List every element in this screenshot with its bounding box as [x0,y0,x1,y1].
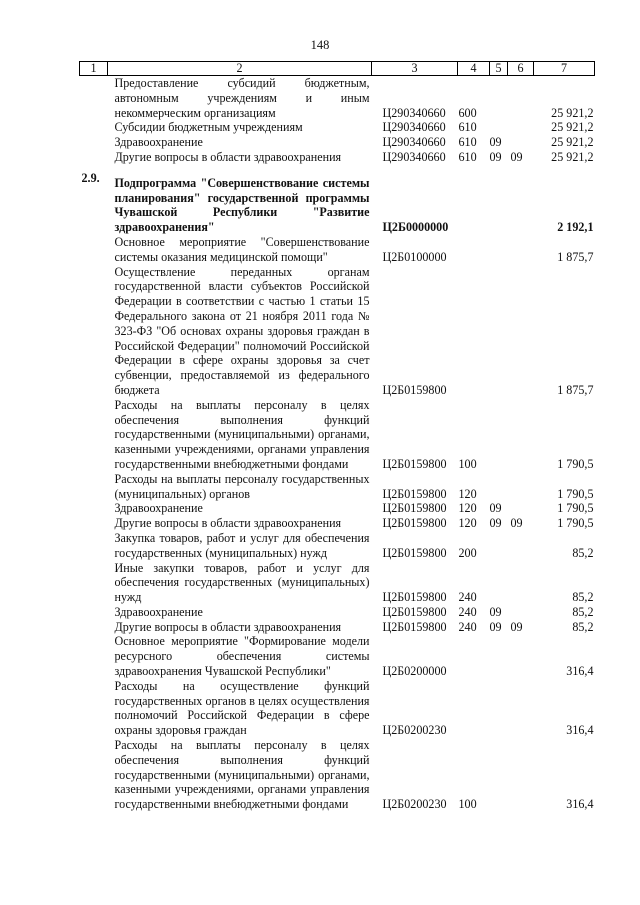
amount: 1 790,5 [557,456,594,471]
budget-table [79,61,595,812]
section: 09 [489,516,502,531]
target-code: Ц2Б0159800 [382,604,447,619]
amount: 1 790,5 [557,486,594,501]
table-row [80,120,595,135]
section [490,235,508,265]
target-code: Ц2Б0200000 [382,664,447,679]
amount: 85,2 [572,619,594,634]
amount: 85,2 [572,545,594,560]
row-name: Основное мероприятие "Формирование модели ресурсного обеспечения системы здравоохранения Чувашской Республики" [114,634,370,679]
section [490,561,508,605]
section: 09 [489,619,502,634]
row-number [80,120,108,135]
amount: 25 921,2 [551,135,594,150]
row-name: Расходы на осуществление функций государственных органов в целях осуществления полномочий Российской Федерации в сфере охраны здоровья граждан [114,678,370,738]
row-name: Закупка товаров, работ и услуг для обеспечения государственных (муниципальных) нужд [114,530,370,560]
subsection [508,531,534,561]
subsection [508,634,534,678]
table-body [80,76,595,813]
expense-type: 610 [458,149,477,164]
row-number: 2.9. [81,170,100,185]
header-row [80,62,595,76]
row-number [80,679,108,738]
target-code: Ц2Б0000000 [382,220,449,235]
target-code: Ц2Б0159800 [382,590,447,605]
target-code: Ц2Б0159800 [382,545,447,560]
header-cell: 7 [534,62,595,76]
row-name: Другие вопросы в области здравоохранения [114,149,342,164]
subsection [508,165,534,235]
table-row [80,150,595,165]
header-cell: 6 [508,62,534,76]
row-number [80,634,108,678]
section [490,738,508,812]
table-row [80,76,595,121]
subsection [508,679,534,738]
amount: 25 921,2 [551,120,594,135]
target-code: Ц2Б0159800 [382,516,447,531]
amount: 2 192,1 [557,220,594,235]
amount: 85,2 [572,604,594,619]
expense-type: 120 [458,486,477,501]
row-number [80,398,108,472]
section [490,398,508,472]
row-number [80,265,108,398]
subsection [508,605,534,620]
row-name: Другие вопросы в области здравоохранения [114,516,342,531]
section: 09 [489,149,502,164]
row-number [80,76,108,121]
header-cell: 2 [108,62,372,76]
section [490,265,508,398]
table-row [80,472,595,502]
expense-type [458,634,490,678]
amount: 316,4 [566,797,594,812]
subsection [508,472,534,502]
table-row [80,561,595,605]
target-code: Ц290340660 [382,149,446,164]
subsection [508,398,534,472]
target-code: Ц2Б0159800 [382,382,447,397]
amount: 316,4 [566,723,594,738]
row-number [80,235,108,265]
header-cell: 1 [80,62,108,76]
table-row [80,165,595,235]
row-number [80,135,108,150]
target-code: Ц290340660 [382,120,446,135]
table-row [80,531,595,561]
table-row [80,634,595,678]
header-cell: 3 [372,62,458,76]
section [490,679,508,738]
section [490,165,508,235]
target-code: Ц2Б0100000 [382,249,447,264]
row-number [80,605,108,620]
table-row [80,738,595,812]
expense-type: 610 [458,135,477,150]
row-name: Здравоохранение [114,135,203,150]
amount: 1 875,7 [557,382,594,397]
header-cell: 4 [458,62,490,76]
row-name: Расходы на выплаты персоналу в целях обеспечения выполнения функций государственными (муниципальными) органами, казенными учреждениями, органами управления государственными внебюджетными фондами [114,738,370,812]
subsection [508,76,534,121]
table-row [80,398,595,472]
table-row [80,605,595,620]
amount: 1 790,5 [557,501,594,516]
table-row [80,501,595,516]
section [490,120,508,135]
row-name: Подпрограмма "Совершенствование системы планирования" государственной программы Чувашской Республики "Развитие здравоохранения" [114,175,370,235]
row-number [80,150,108,165]
expense-type: 600 [458,105,477,120]
amount: 1 875,7 [557,249,594,264]
target-code: Ц2Б0159800 [382,456,447,471]
target-code: Ц2Б0159800 [382,501,447,516]
subsection [508,235,534,265]
expense-type: 120 [458,501,477,516]
row-name: Здравоохранение [114,501,203,516]
amount: 25 921,2 [551,149,594,164]
subsection [508,738,534,812]
row-name: Расходы на выплаты персоналу государственных (муниципальных) органов [114,471,370,501]
target-code: Ц2Б0159800 [382,486,447,501]
amount: 1 790,5 [557,516,594,531]
row-number [80,738,108,812]
target-code: Ц290340660 [382,105,446,120]
subsection [508,501,534,516]
expense-type: 240 [458,619,477,634]
row-name: Субсидии бюджетным учреждениям [114,120,303,135]
section [490,634,508,678]
row-number [80,620,108,635]
row-number [80,472,108,502]
row-name: Осуществление переданных органам государственной власти субъектов Российской Федерации в соответствии с частью 1 статьи 15 Федерального закона от 21 ноября 2011 года № 323-ФЗ "Об основах охраны здоровья граждан в Российской Федерации" полномочий Российской Федерации в сфере охраны здоровья за счет субвенции, предоставляемой из федерального бюджета [114,264,370,397]
subsection [508,265,534,398]
table-row [80,135,595,150]
amount: 85,2 [572,590,594,605]
page-number: 148 [310,38,330,52]
subsection: 09 [510,149,523,164]
section [490,76,508,121]
amount: 25 921,2 [551,105,594,120]
expense-type: 100 [458,797,477,812]
target-code: Ц290340660 [382,135,446,150]
row-name: Здравоохранение [114,604,203,619]
expense-type [458,165,490,235]
row-name: Другие вопросы в области здравоохранения [114,619,342,634]
target-code: Ц2Б0200230 [382,797,447,812]
expense-type [458,235,490,265]
section: 09 [489,135,502,150]
section [490,472,508,502]
row-number [80,516,108,531]
expense-type: 200 [458,545,477,560]
subsection [508,561,534,605]
section: 09 [489,501,502,516]
expense-type: 120 [458,516,477,531]
row-name: Предоставление субсидий бюджетным, автономным учреждениям и иным некоммерческим организациям [114,76,370,120]
row-number [80,561,108,605]
table-row [80,516,595,531]
expense-type: 610 [458,120,477,135]
section: 09 [489,604,502,619]
target-code: Ц2Б0159800 [382,619,447,634]
row-name: Расходы на выплаты персоналу в целях обеспечения выполнения функций государственными (муниципальными) органами, казенными учреждениями, органами управления государственными внебюджетными фондами [114,397,370,471]
row-number [80,531,108,561]
subsection [508,135,534,150]
header-cell: 5 [490,62,508,76]
row-number [80,501,108,516]
target-code: Ц2Б0200230 [382,723,447,738]
subsection: 09 [510,516,523,531]
row-name: Иные закупки товаров, работ и услуг для обеспечения государственных (муниципальных) нужд [114,560,370,605]
expense-type [458,679,490,738]
table-row [80,235,595,265]
expense-type: 240 [458,590,477,605]
table-row [80,679,595,738]
expense-type [458,265,490,398]
expense-type: 240 [458,604,477,619]
expense-type: 100 [458,456,477,471]
amount: 316,4 [566,664,594,679]
section [490,531,508,561]
row-name: Основное мероприятие "Совершенствование системы оказания медицинской помощи" [114,234,370,264]
table-row [80,265,595,398]
subsection [508,120,534,135]
table-row [80,620,595,635]
subsection: 09 [510,619,523,634]
